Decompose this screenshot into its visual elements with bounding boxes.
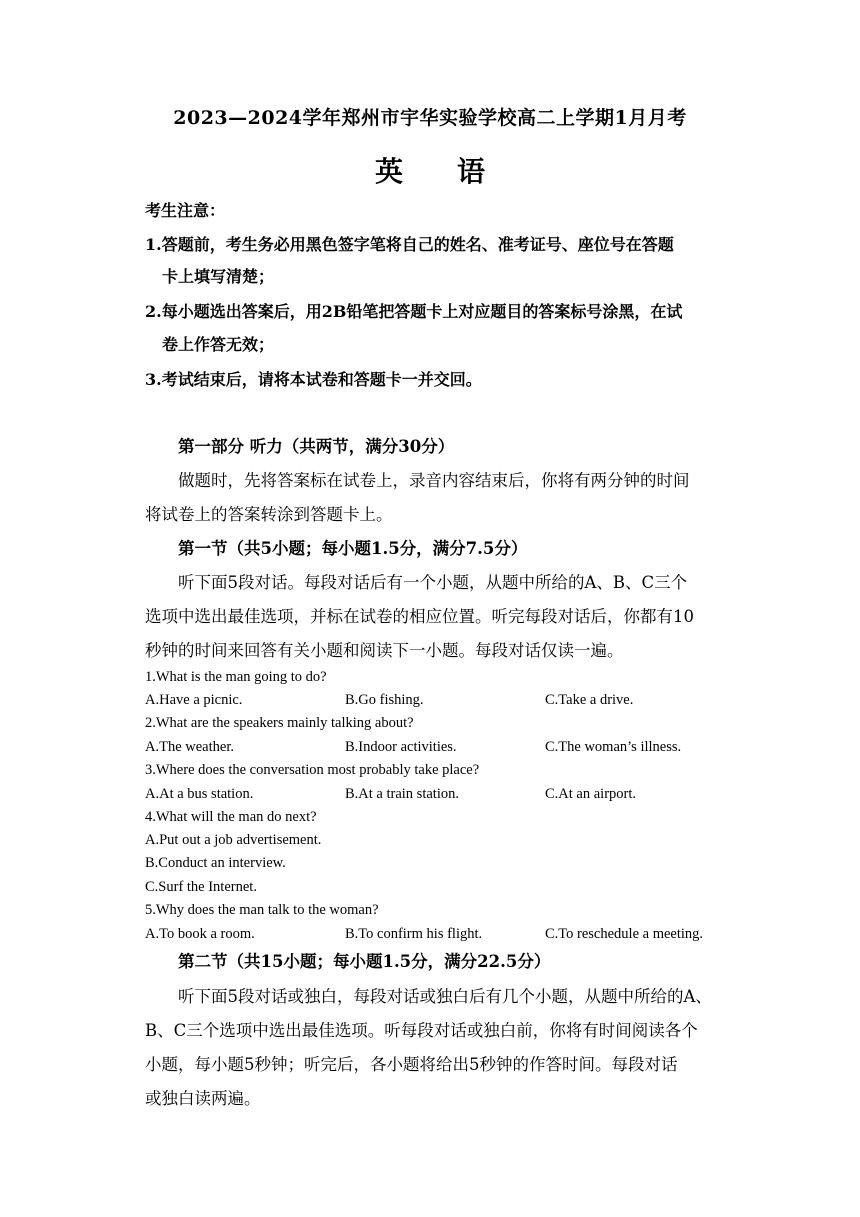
section1-intro-line2: 选项中选出最佳选项，并标在试卷的相应位置。听完每段对话后，你都有10 <box>145 607 694 626</box>
question-2-option-c: C.The woman’s illness. <box>545 739 682 755</box>
question-4-option-a: A.Put out a job advertisement. <box>145 832 322 848</box>
notice-item-2-line1: 2.每小题选出答案后，用2B铅笔把答题卡上对应题目的答案标号涂黑，在试 <box>145 302 683 321</box>
question-3-option-c: C.At an airport. <box>545 786 637 802</box>
question-5-option-a: A.To book a room. <box>145 926 255 942</box>
part1-intro-line1: 做题时，先将答案标在试卷上，录音内容结束后，你将有两分钟的时间 <box>178 471 690 490</box>
question-2-option-b: B.Indoor activities. <box>345 739 457 755</box>
part1-intro-line2: 将试卷上的答案转涂到答题卡上。 <box>145 505 393 524</box>
question-4-stem: 4.What will the man do next? <box>145 809 317 825</box>
question-2-option-a: A.The weather. <box>145 739 234 755</box>
question-1-stem: 1.What is the man going to do? <box>145 669 327 685</box>
question-2-stem: 2.What are the speakers mainly talking about? <box>145 715 414 731</box>
question-3-option-a: A.At a bus station. <box>145 786 254 802</box>
section2-intro-line1: 听下面5段对话或独白，每段对话或独白后有几个小题，从题中所给的A、 <box>178 987 712 1006</box>
section1-intro-line1: 听下面5段对话。每段对话后有一个小题，从题中所给的A、B、C三个 <box>178 573 688 592</box>
section2-heading: 第二节（共15小题；每小题1.5分，满分22.5分） <box>178 952 551 971</box>
subject-char-1: 英 <box>374 155 403 188</box>
question-1-option-c: C.Take a drive. <box>545 692 634 708</box>
section1-heading: 第一节（共5小题；每小题1.5分，满分7.5分） <box>178 539 528 558</box>
section2-intro-line4: 或独白读两遍。 <box>145 1089 261 1108</box>
question-3-option-b: B.At a train station. <box>345 786 459 802</box>
question-5-option-c: C.To reschedule a meeting. <box>545 926 704 942</box>
notice-item-3-line1: 3.考试结束后，请将本试卷和答题卡一并交回。 <box>145 370 482 389</box>
question-3-stem: 3.Where does the conversation most probably take place? <box>145 762 480 778</box>
subject-char-2: 语 <box>457 155 486 188</box>
notice-heading: 考生注意： <box>145 201 226 220</box>
section1-intro-line3: 秒钟的时间来回答有关小题和阅读下一小题。每段对话仅读一遍。 <box>145 641 624 660</box>
question-1-option-a: A.Have a picnic. <box>145 692 243 708</box>
question-5-option-b: B.To confirm his flight. <box>345 926 483 942</box>
question-1-option-b: B.Go fishing. <box>345 692 424 708</box>
exam-title: 2023—2024学年郑州市宇华实验学校高二上学期1月月考 <box>173 107 687 129</box>
question-4-option-c: C.Surf the Internet. <box>145 879 257 895</box>
notice-item-2-line2: 卷上作答无效； <box>162 335 275 354</box>
notice-item-1-line2: 卡上填写清楚； <box>162 267 275 286</box>
section2-intro-line2: B、C三个选项中选出最佳选项。听每段对话或独白前，你将有时间阅读各个 <box>145 1021 698 1040</box>
section2-intro-line3: 小题，每小题5秒钟；听完后，各小题将给出5秒钟的作答时间。每段对话 <box>145 1055 678 1074</box>
notice-item-1-line1: 1.答题前，考生务必用黑色签字笔将自己的姓名、准考证号、座位号在答题 <box>145 235 674 254</box>
question-4-option-b: B.Conduct an interview. <box>145 855 286 871</box>
question-5-stem: 5.Why does the man talk to the woman? <box>145 902 379 918</box>
part1-heading: 第一部分 听力（共两节，满分30分） <box>178 437 455 456</box>
subject-title <box>0 150 860 190</box>
